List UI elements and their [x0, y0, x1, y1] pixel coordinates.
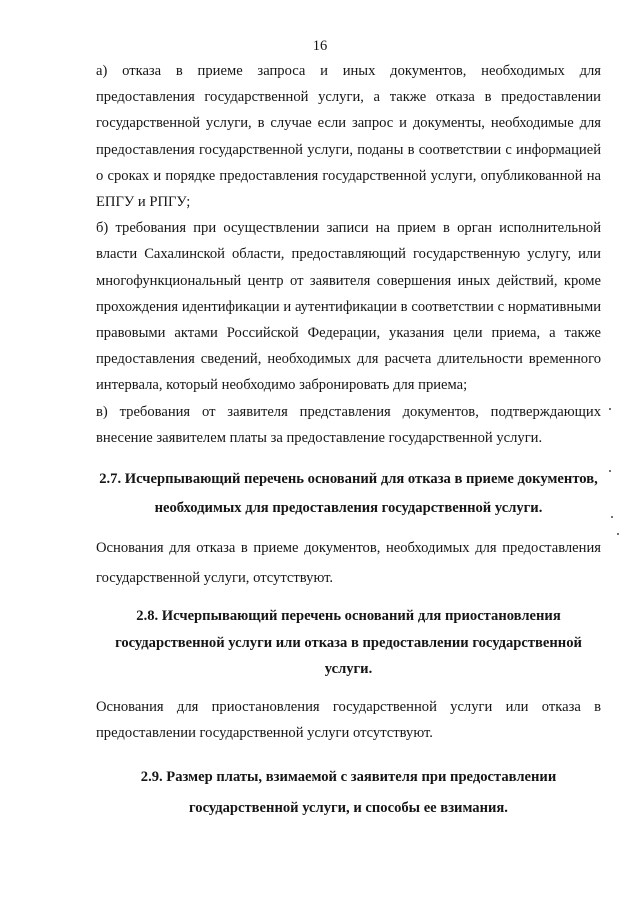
scan-speck	[609, 408, 611, 410]
scan-speck	[617, 533, 619, 535]
scan-speck	[611, 516, 613, 518]
paragraph-a: а) отказа в приеме запроса и иных документов, необходимых для предоставления государственной услуги, а также отказа в предоставлении государственной услуги, в случае если запрос и документы, необходимые для предоставления государственной услуги, поданы в соответствии с информацией о сроках и порядке предоставления государственной услуги, опубликованной на ЕПГУ и РПГУ;	[96, 63, 601, 211]
page-content	[96, 58, 601, 824]
section-2-8-heading: 2.8. Исчерпывающий перечень оснований для приостановления государственной услуги или отказа в предоставлении государственной услуги.	[115, 608, 582, 678]
section-2-8-text: Основания для приостановления государственной услуги или отказа в предоставлении государственной услуги отсутствуют.	[96, 698, 601, 741]
paragraph-b: б) требования при осуществлении записи на прием в орган исполнительной власти Сахалинской области, предоставляющий государственную услугу, или многофункциональный центр от заявителя совершения иных действий, кроме прохождения идентификации и аутентификации в соответствии с нормативными правовыми актами Российской Федерации, указания цели приема, а также предоставления сведений, необходимых для расчета длительности временного интервала, который необходимо забронировать для приема;	[96, 220, 601, 394]
paragraph-v: в) требования от заявителя представления документов, подтверждающих внесение заявителем платы за предоставление государственной услуги.	[96, 403, 601, 446]
section-2-7-text: Основания для отказа в приеме документов, необходимых для предоставления государственной услуги, отсутствуют.	[96, 540, 601, 587]
page-number: 16	[312, 38, 328, 54]
section-2-7-heading: 2.7. Исчерпывающий перечень оснований для отказа в приеме документов, необходимых для предоставления государственной услуги.	[99, 471, 598, 517]
scan-speck	[609, 470, 611, 472]
section-2-9-heading: 2.9. Размер платы, взимаемой с заявителя при предоставлении государственной услуги, и способы ее взимания.	[140, 768, 557, 816]
